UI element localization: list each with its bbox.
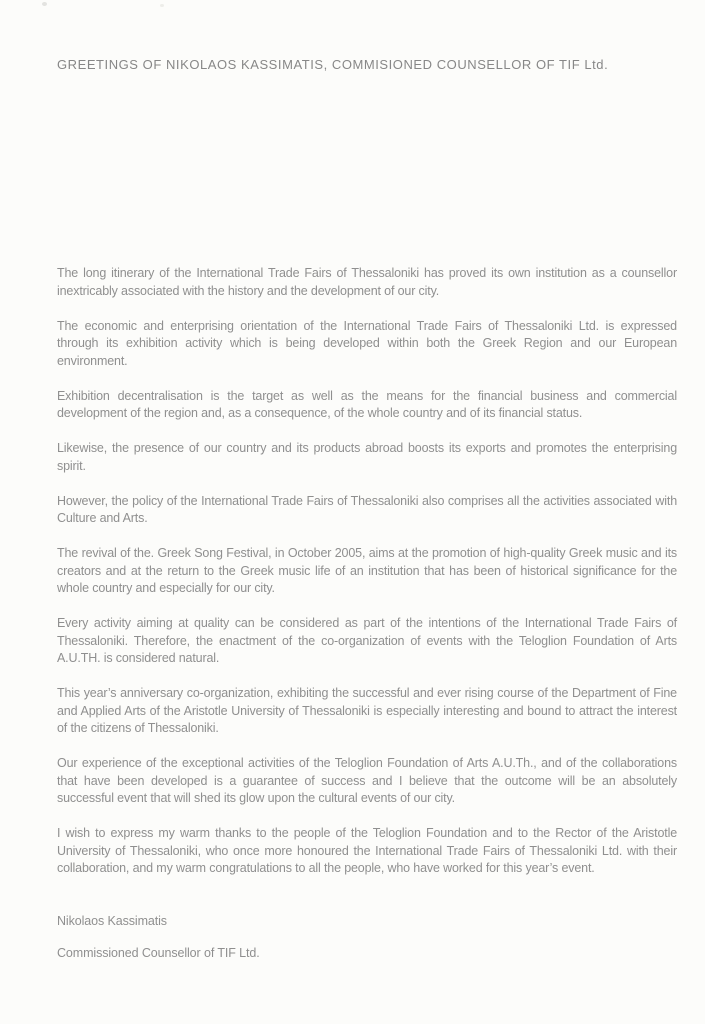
signature-name: Nikolaos Kassimatis: [57, 914, 167, 928]
paragraph: I wish to express my warm thanks to the people of the Teloglion Foundation and to the Rector of the Aristotle University of Thessaloniki, who once more honoured the International Trade Fairs of Thessaloniki Ltd. with their collaboration, and my warm congratulations to all the people, who have worked for this year’s event.: [57, 826, 677, 875]
paragraph: Exhibition decentralisation is the target as well as the means for the financial business and commercial development of the region and, as a consequence, of the whole country and of its financial status.: [57, 388, 677, 420]
paragraph: Likewise, the presence of our country and its products abroad boosts its exports and promotes the enterprising spirit.: [57, 441, 677, 473]
paragraph: The economic and enterprising orientation of the International Trade Fairs of Thessaloniki Ltd. is expressed through its exhibition activity which is being developed within both the Greek Region and our European environment.: [57, 318, 677, 368]
scan-artifact: [42, 2, 47, 6]
paragraph: Every activity aiming at quality can be considered as part of the intentions of the International Trade Fairs of Thessaloniki. Therefore, the enactment of the co-organization of events with the Teloglion Foundation of Arts A.U.TH. is considered natural.: [57, 616, 677, 665]
signature-role: Commissioned Counsellor of TIF Ltd.: [57, 945, 260, 960]
paragraph: The long itinerary of the International Trade Fairs of Thessaloniki has proved its own institution as a counsellor inextricably associated with the history and the development of our city.: [57, 266, 677, 298]
paragraph: Our experience of the exceptional activities of the Teloglion Foundation of Arts A.U.Th., and of the collaborations that have been developed is a guarantee of success and I believe that the outcome will be an absolutely successful event that will shed its glow upon the cultural events of our city.: [57, 756, 677, 805]
scan-artifact: [160, 4, 164, 7]
signature-block: [57, 913, 457, 962]
paragraph: The revival of the. Greek Song Festival, in October 2005, aims at the promotion of high-quality Greek music and its creators and at the return to the Greek music life of an institution that has been of historical significance for the whole country and especially for our city.: [57, 546, 677, 595]
letter-body: [57, 265, 677, 895]
paragraph: However, the policy of the International Trade Fairs of Thessaloniki also comprises all the activities associated with Culture and Arts.: [57, 493, 677, 525]
paragraph: This year’s anniversary co-organization, exhibiting the successful and ever rising course of the Department of Fine and Applied Arts of the Aristotle University of Thessaloniki is especially interesting and bound to attract the interest of the citizens of Thessaloniki.: [57, 686, 677, 735]
page-title: GREETINGS OF NIKOLAOS KASSIMATIS, COMMISIONED COUNSELLOR OF TIF Ltd.: [57, 57, 609, 72]
